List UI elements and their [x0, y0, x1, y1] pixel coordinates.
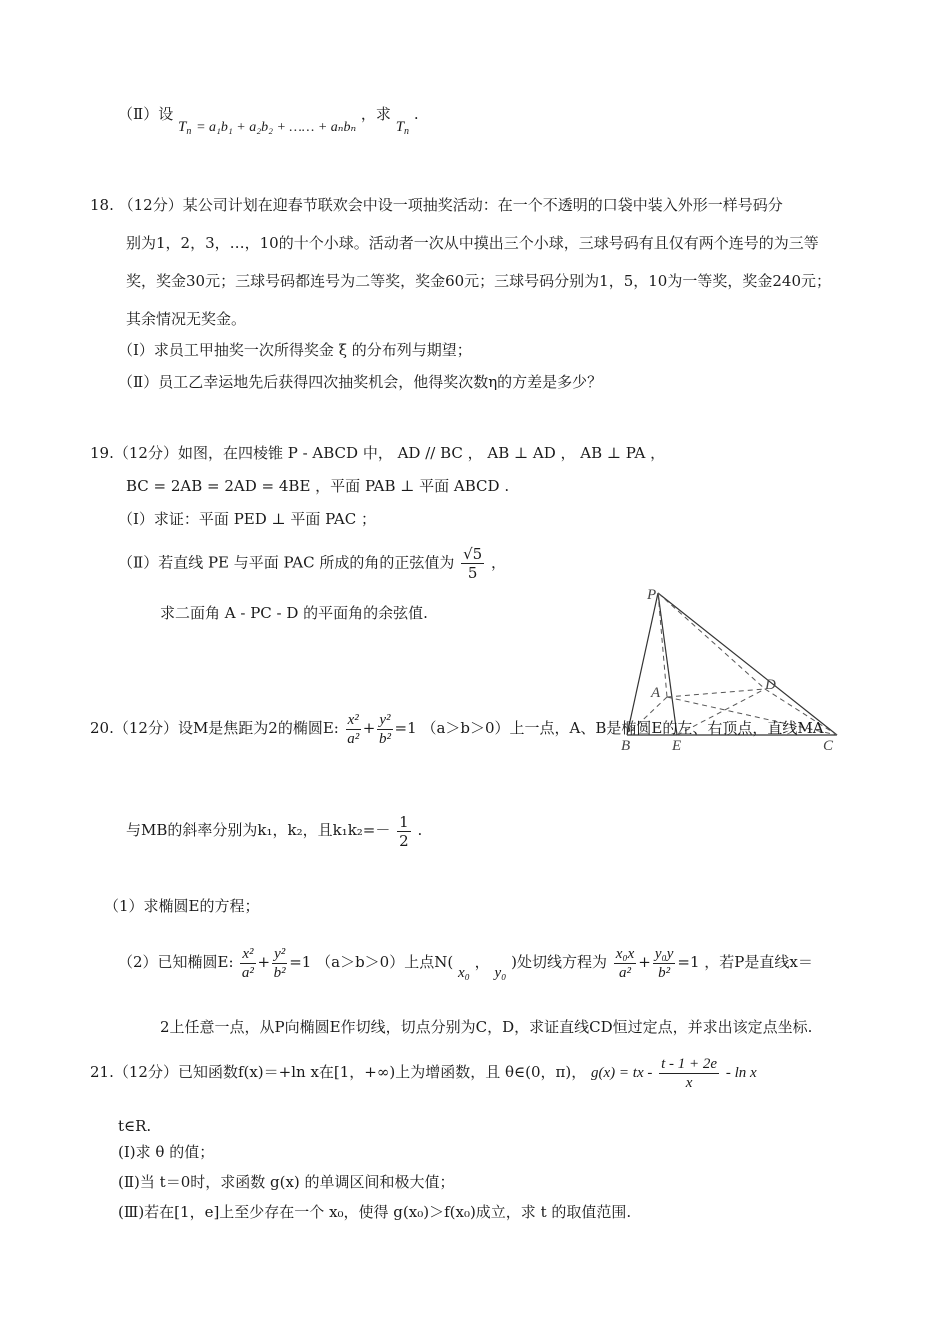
q19-line2: BC = 2AB = 2AD = 4BE ，平面 PAB ⊥ 平面 ABCD . — [126, 477, 510, 495]
g-tail: - ln x — [725, 1065, 757, 1081]
x2-over-a2-fraction-2: $\frac{\text{x²}}{\text{a²}}$ — [241, 945, 254, 981]
q18-line1: 18. （12分）某公司计划在迎春节联欢会中设一项抽奖活动：在一个不透明的口袋中装入外形一样号码分 — [90, 196, 783, 214]
label-A: A — [651, 685, 661, 701]
q20-line2 — [126, 810, 422, 850]
y0y-over-b2-fraction: $\frac{\text{y₀y}}{\text{b²}}$ — [654, 945, 674, 981]
plus-sign-3: + — [638, 953, 651, 971]
q20-line1-prefix: 20.（12分）设M是焦距为2的椭圆E: — [90, 719, 339, 737]
q20-line2-prefix: 与MB的斜率分别为k₁，k₂，且k₁k₂=－ — [126, 821, 391, 839]
q21-part3: (Ⅲ)若在[1，e]上至少存在一个 x₀，使得 g(x₀)＞f(x₀)成立，求 t 的取值范围. — [118, 1203, 632, 1221]
q17-part2-mid: ，求 — [360, 105, 391, 123]
q20-part2-mid2: )处切线方程为 — [511, 953, 607, 971]
q20-line2-suffix: . — [417, 821, 423, 839]
g-fraction: $\frac{t - 1 + 2e}{x}$ — [661, 1055, 718, 1091]
q17-dot: . — [413, 105, 419, 123]
q19-line1: 19.（12分）如图，在四棱锥 P - ABCD 中， AD // BC ， AB ⊥ AD ， AB ⊥ PA ， — [90, 444, 666, 462]
q18-part2: （Ⅱ）员工乙幸运地先后获得四次抽奖机会，他得奖次数η的方差是多少？ — [118, 373, 603, 391]
q17-part2 — [118, 104, 419, 137]
comma: ， — [474, 953, 490, 971]
g-definition: g(x) = tx - — [591, 1065, 653, 1081]
label-E: E — [672, 738, 682, 754]
y2-over-b2-fraction: $\frac{\text{y²}}{\text{b²}}$ — [378, 711, 391, 747]
edge-AD — [667, 689, 765, 697]
y0-var: y₀ — [494, 965, 507, 981]
q20-part2-line2: 2上任意一点，从P向椭圆E作切线，切点分别为C，D，求证直线CD恒过定点，并求出该定点坐标. — [160, 1018, 813, 1036]
q17-formula-T: $T_n$ — [177, 119, 192, 137]
q17-part2-prefix: （Ⅱ）设 — [118, 105, 174, 123]
q19-part2-prefix: （Ⅱ）若直线 PE 与平面 PAC 所成的角的正弦值为 — [118, 553, 455, 572]
q18-line4: 其余情况无奖金。 — [126, 310, 247, 328]
q18-part1: （Ⅰ）求员工甲抽奖一次所得奖金 ξ 的分布列与期望； — [118, 341, 472, 359]
q18-line3: 奖，奖金30元；三球号码都连号为二等奖，奖金60元；三球号码分别为1，5，10为一等奖，奖金240元； — [126, 272, 831, 290]
edge-PD — [658, 593, 765, 689]
q17-formula: = a₁b₁ + a₂b₂ + …… + aₙbₙ — [196, 120, 357, 135]
q20-part2-prefix: （2）已知椭圆E: — [118, 953, 234, 971]
q21-part1: (Ⅰ)求 θ 的值； — [118, 1143, 215, 1161]
q20-line1 — [90, 708, 824, 748]
x0x-over-a2-fraction: $\frac{\text{x₀x}}{\text{a²}}$ — [615, 945, 635, 981]
x2-over-a2-fraction: $\frac{\text{x²}}{\text{a²}}$ — [347, 711, 360, 747]
equals-one-3: =1 — [677, 953, 700, 971]
q21-line2: t∈R. — [118, 1117, 152, 1135]
one-half-fraction: $\frac{1}{2}$ — [399, 812, 409, 850]
label-D: D — [765, 677, 776, 693]
label-B: B — [621, 738, 631, 754]
equals-one-2: =1 — [289, 953, 312, 971]
label-P: P — [647, 587, 657, 603]
plus-sign: + — [362, 719, 376, 737]
q19-part2-line2: 求二面角 A - PC - D 的平面角的余弦值. — [160, 604, 428, 622]
q19-part1: （Ⅰ）求证：平面 PED ⊥ 平面 PAC ； — [118, 510, 376, 528]
x0-var: x₀ — [458, 965, 470, 981]
q20-part2-mid: （a＞b＞0）上点N( — [316, 953, 454, 971]
q21-part2: (Ⅱ)当 t＝0时，求函数 g(x) 的单调区间和极大值； — [118, 1173, 455, 1191]
q20-part2-suffix: ，若P是直线x＝ — [704, 953, 813, 971]
q19-part2-suffix: ， — [491, 553, 507, 572]
q20-part2 — [118, 942, 813, 983]
plus-sign-2: + — [257, 953, 271, 971]
q20-line1-suffix: （a＞b＞0）上一点，A、B是椭圆E的左、右顶点，直线MA — [421, 719, 824, 737]
q21-line1-prefix: 21.（12分）已知函数f(x)＝+ln x在[1，+∞)上为增函数，且 θ∈(0，π)， — [90, 1063, 587, 1081]
q20-part1: （1）求椭圆E的方程； — [104, 897, 260, 915]
sqrt5-over-5-fraction: $\frac{√5}{5}$ — [463, 545, 483, 582]
equals-one: =1 — [394, 719, 417, 737]
q18-line2: 别为1，2，3，…，10的十个小球。活动者一次从中摸出三个小球，三球号码有且仅有两个连号的为三等 — [126, 234, 819, 252]
q19-part2 — [118, 545, 506, 582]
edge-PA — [658, 593, 667, 697]
q17-formula-Tn: $T_n$ — [395, 119, 410, 137]
y2-over-b2-fraction-2: $\frac{\text{y²}}{\text{b²}}$ — [273, 945, 286, 981]
label-C: C — [823, 738, 834, 754]
q21-line1 — [90, 1052, 757, 1093]
